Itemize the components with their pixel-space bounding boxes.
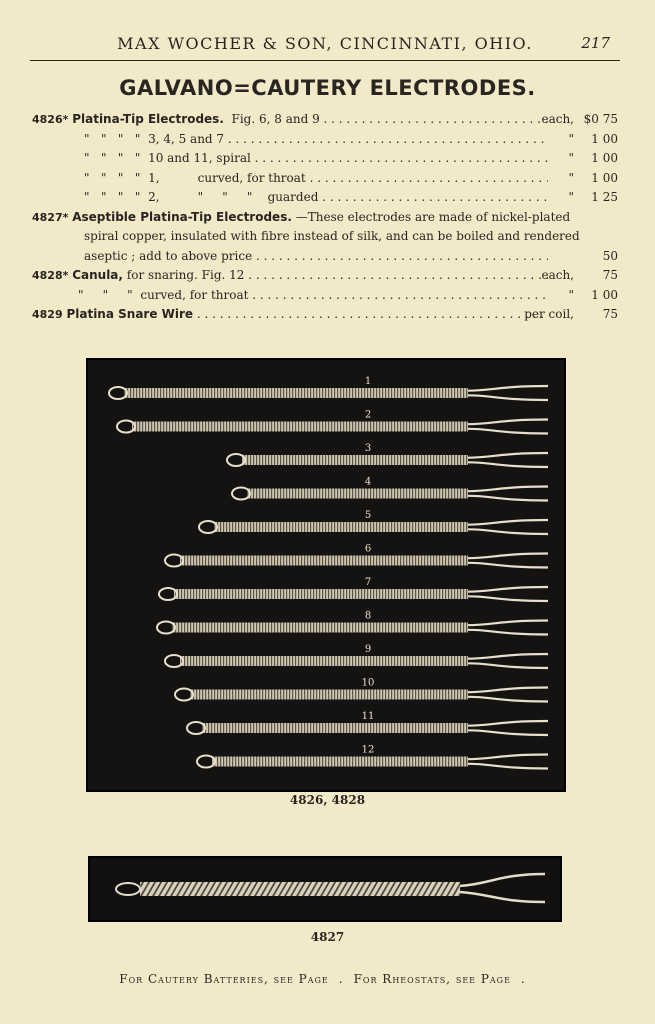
electrode-number-label: 6 bbox=[364, 543, 372, 555]
page-footer: For Cautery Batteries, see Page . For Rheostats, see Page . bbox=[119, 972, 526, 986]
item-row bbox=[32, 286, 618, 306]
firm-name: MAX WOCHER & SON, CINCINNATI, OHIO. bbox=[117, 34, 533, 53]
item-unit: " bbox=[568, 170, 574, 185]
item-name: Aseptible Platina-Tip Electrodes. bbox=[72, 209, 292, 224]
electrode-shaft bbox=[212, 757, 468, 767]
spiral-shaft bbox=[140, 882, 460, 896]
item-row bbox=[32, 169, 618, 189]
item-price: 1 00 bbox=[591, 170, 618, 185]
electrode-number-label: 1 bbox=[364, 376, 372, 387]
item-price: 75 bbox=[602, 307, 618, 321]
item-number: 4827* bbox=[32, 210, 69, 224]
item-unit: " bbox=[568, 151, 574, 165]
electrode-shaft bbox=[180, 556, 468, 566]
electrode-number-label: 10 bbox=[361, 677, 375, 689]
electrode-number-label: 3 bbox=[364, 443, 372, 454]
footer-batteries: For Cautery Batteries, see Page bbox=[119, 972, 329, 986]
aseptic-entry bbox=[32, 208, 618, 247]
electrode-shaft bbox=[124, 388, 468, 398]
item-price: $0 75 bbox=[583, 112, 618, 126]
item-unit: per coil, bbox=[524, 307, 574, 321]
electrode-number-label: 5 bbox=[364, 510, 372, 521]
item-price: 1 00 bbox=[591, 151, 618, 165]
item-number: 4828* bbox=[32, 269, 69, 282]
ditto-marks: " " " " bbox=[84, 190, 141, 204]
electrode-number-label: 4 bbox=[364, 476, 372, 488]
item-row bbox=[32, 188, 618, 208]
electrode-shaft bbox=[202, 723, 468, 733]
electrode-shaft bbox=[247, 489, 468, 499]
item-desc: —These electrodes are made of nickel-plated bbox=[295, 209, 571, 224]
electrode-shaft bbox=[180, 656, 468, 666]
electrode-number-label: 9 bbox=[364, 644, 372, 655]
electrode-number-label: 12 bbox=[361, 744, 375, 756]
electrode-shaft bbox=[132, 422, 468, 432]
electrode-number-label: 8 bbox=[364, 610, 372, 622]
spiral-electrode-engraving bbox=[88, 856, 562, 922]
item-desc: for snaring. Fig. 12 bbox=[126, 268, 245, 282]
electrode-shaft bbox=[214, 522, 468, 532]
ditto-marks: " " " " bbox=[84, 131, 141, 146]
item-price: 1 00 bbox=[591, 287, 618, 302]
item-row bbox=[32, 247, 618, 267]
item-price: 50 bbox=[602, 248, 618, 263]
electrode-shaft bbox=[174, 589, 468, 599]
electrodes-illustration bbox=[88, 360, 564, 790]
electrode-number-label: 2 bbox=[364, 409, 372, 421]
item-row bbox=[32, 305, 618, 325]
item-name: Canula, bbox=[72, 268, 123, 282]
item-desc-continued: spiral copper, insulated with fibre instead of silk, and can be boiled and rendered bbox=[84, 229, 580, 243]
item-row bbox=[32, 149, 618, 169]
electrode-shaft bbox=[242, 455, 468, 465]
electrode-shaft bbox=[190, 690, 468, 700]
item-desc: curved, for throat bbox=[140, 287, 249, 302]
ditto-marks: " " " " bbox=[84, 170, 141, 185]
item-name: Platina-Tip Electrodes. bbox=[72, 112, 224, 126]
ditto-marks: " " " bbox=[78, 287, 133, 302]
ditto-marks: " " " " bbox=[84, 151, 141, 165]
item-desc: 10 and 11, spiral bbox=[148, 151, 251, 165]
item-desc: Fig. 6, 8 and 9 bbox=[231, 112, 320, 126]
item-unit: " bbox=[568, 287, 574, 302]
page-header bbox=[30, 34, 620, 61]
item-unit: each, bbox=[541, 112, 574, 126]
spiral-electrode-illustration bbox=[90, 858, 560, 920]
item-price: 1 00 bbox=[591, 131, 618, 146]
item-row bbox=[32, 130, 618, 150]
item-price: 1 25 bbox=[591, 190, 618, 204]
electrode-number-label: 7 bbox=[364, 577, 372, 588]
electrode-number-label: 11 bbox=[361, 711, 375, 722]
item-unit: " bbox=[568, 131, 574, 146]
electrodes-engraving bbox=[86, 358, 566, 792]
item-row bbox=[32, 266, 618, 286]
item-number: 4826* bbox=[32, 113, 69, 126]
item-unit: each, bbox=[541, 268, 574, 282]
item-number: 4829 bbox=[32, 308, 63, 321]
price-listing bbox=[32, 110, 618, 325]
item-desc: 2, " " " guarded bbox=[148, 190, 319, 204]
item-desc: 3, 4, 5 and 7 bbox=[148, 131, 225, 146]
footer-rheostats: For Rheostats, see Page bbox=[353, 972, 511, 986]
page-title: GALVANO=CAUTERY ELECTRODES. bbox=[119, 76, 536, 100]
electrode-shaft bbox=[172, 623, 468, 633]
figure-caption: 4826, 4828 bbox=[289, 793, 366, 807]
figure-caption: 4827 bbox=[310, 930, 345, 944]
item-row bbox=[32, 110, 618, 130]
item-desc-continued: aseptic ; add to above price bbox=[84, 248, 253, 263]
item-name: Platina Snare Wire bbox=[66, 307, 194, 321]
item-price: 75 bbox=[602, 268, 618, 282]
page-number: 217 bbox=[581, 34, 610, 52]
item-desc: 1, curved, for throat bbox=[148, 170, 306, 185]
item-unit: " bbox=[568, 190, 574, 204]
